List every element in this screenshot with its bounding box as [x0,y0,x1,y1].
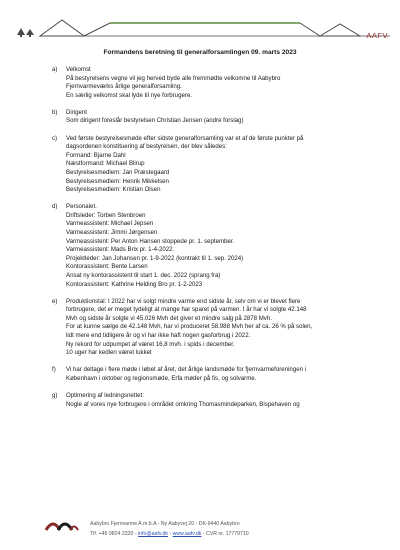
section-letter: g) [52,392,58,399]
header-roofline-graphic [0,0,400,44]
section-heading: Personalet. [66,203,97,211]
board-member-line: Næstformand: Michael Blirup [66,160,145,168]
footer-address: Aabybro Fjernvarme A.m.b.A - Ny Aabyvej 20 - DK-9440 Aabybro [90,521,240,527]
section-g [52,392,362,409]
website-link[interactable]: www.aafv.dk [172,531,202,537]
section-heading: Optimering af ledningsnettet: [66,392,144,399]
text-line: Som dirigent foreslår bestyrelsen Christian Jensen (andre forslag) [66,117,244,125]
footer-contact [90,531,249,537]
footer-cvr: - CVR nr. 17779710 [201,531,249,537]
text-line: Fjernvarmeværks årlige generalforsamling. [66,83,182,91]
staff-line: Varmeassistent: Per Anton Hansen stoppede pr. 1. september. [66,237,235,245]
text-line: lidt mere end tidligere år og vi har ikke haft nogen gasforbrug i 2022. [66,332,251,340]
page-footer [0,513,400,550]
section-letter: a) [52,66,58,73]
section-letter: f) [52,366,56,374]
staff-line: Varmeassistent: Mads Brix pr. 1-4-2022. [66,246,175,254]
text-line: Mvh og sidste år solgte vi 45.026 Mvh det giver et mindre salg på 2878 Mvh. [66,314,272,322]
section-letter: b) [52,108,58,116]
board-member-line: Bestyrelsesmedlem: Kristian Olsen [66,186,161,194]
footer-separator: - [168,531,173,537]
text-line: Ny rekord for udpumpet af været 16,8 mvh. i spids i december. [66,340,235,348]
section-heading: Dirigent [66,108,87,116]
text-line: København i oktober og regionsmøde, Erfa møder på fis, og solvarme. [66,374,257,382]
section-e [52,298,362,358]
staff-line: Driftsleder: Torben Stenbroen [66,211,146,219]
section-c [52,135,362,195]
page-header [0,0,400,44]
company-logo-icon [44,516,80,534]
text-line: 10 uger har kedlen været lukket [66,349,152,357]
section-b [52,109,362,126]
section-heading: Velkomst [66,66,91,73]
section-f [52,366,362,383]
text-line: En særlig velkomst skal lyde til nye forbrugere. [66,91,192,99]
text-line: På bestyrelsens vegne vil jeg herved byde alle fremmødte velkomne til Aabybro [66,74,281,82]
staff-line: Varmeassistent: Jimmi Jørgensen [66,229,158,236]
board-member-line: Formand: Bjarne Dahl [66,151,126,159]
section-letter: e) [52,297,58,305]
section-a [52,66,362,100]
text-line: Vi har deltage i flere møde i løbet af året, det årlige landsmøde for fjernvarmeforeningen i [66,366,307,374]
text-line: Ved første bestyrelsesmøde efter sidste generalforsamling var et af de første punkter på [66,134,304,142]
section-letter: c) [52,134,58,142]
text-line: For at kunne sælge de 42.148 Mvh, har vi produceret 58.988 Mvh her af ca. 26 % på solen, [66,323,313,331]
board-member-line: Bestyrelsesmedlem: Jan Præstegaard [66,168,170,176]
section-d [52,203,362,289]
text-line: dagsordenen konstituering af bestyrelsen, der blev således: [66,143,227,151]
brand-wordmark: AAFV [366,31,388,40]
email-link[interactable]: info@aafv.dk [138,531,169,537]
board-member-line: Bestyrelsesmedlem: Henrik Mikkelsen [66,177,169,185]
document-body [52,66,362,418]
text-line: Nogle af vores nye forbrugere i området omkring Thomasmindeparken, Bispehaven og [66,400,300,408]
staff-line: Projektleder: Jan Johansen pr. 1-9-2022 (kontrakt til 1. sep. 2024) [66,254,244,262]
footer-phone: Tlf. +45 9824 2320 - [90,531,139,537]
staff-line: Varmeassistent: Michael Jepsen [66,220,154,228]
staff-line: Kontorassistent: Bente Larsen [66,263,148,271]
staff-line: Ansat ny kontorassistent til start 1. dec. 2022 (sprang fra) [66,271,221,279]
text-line: Produktionstal: I 2022 har vi solgt mindre varme end sidste år, selv om vi er blevet flere [66,297,301,305]
section-letter: d) [52,203,58,211]
staff-line: Kontorassistent: Kathrine Helding Bro pr. 1-2-2023 [66,280,203,288]
text-line: forbrugere, det er meget tydeligt at mange har sparet på varmen. I år har vi solgte 42.148 [66,306,307,314]
document-title: Formandens beretning til generalforsamlingen 09. marts 2023 [103,49,297,56]
